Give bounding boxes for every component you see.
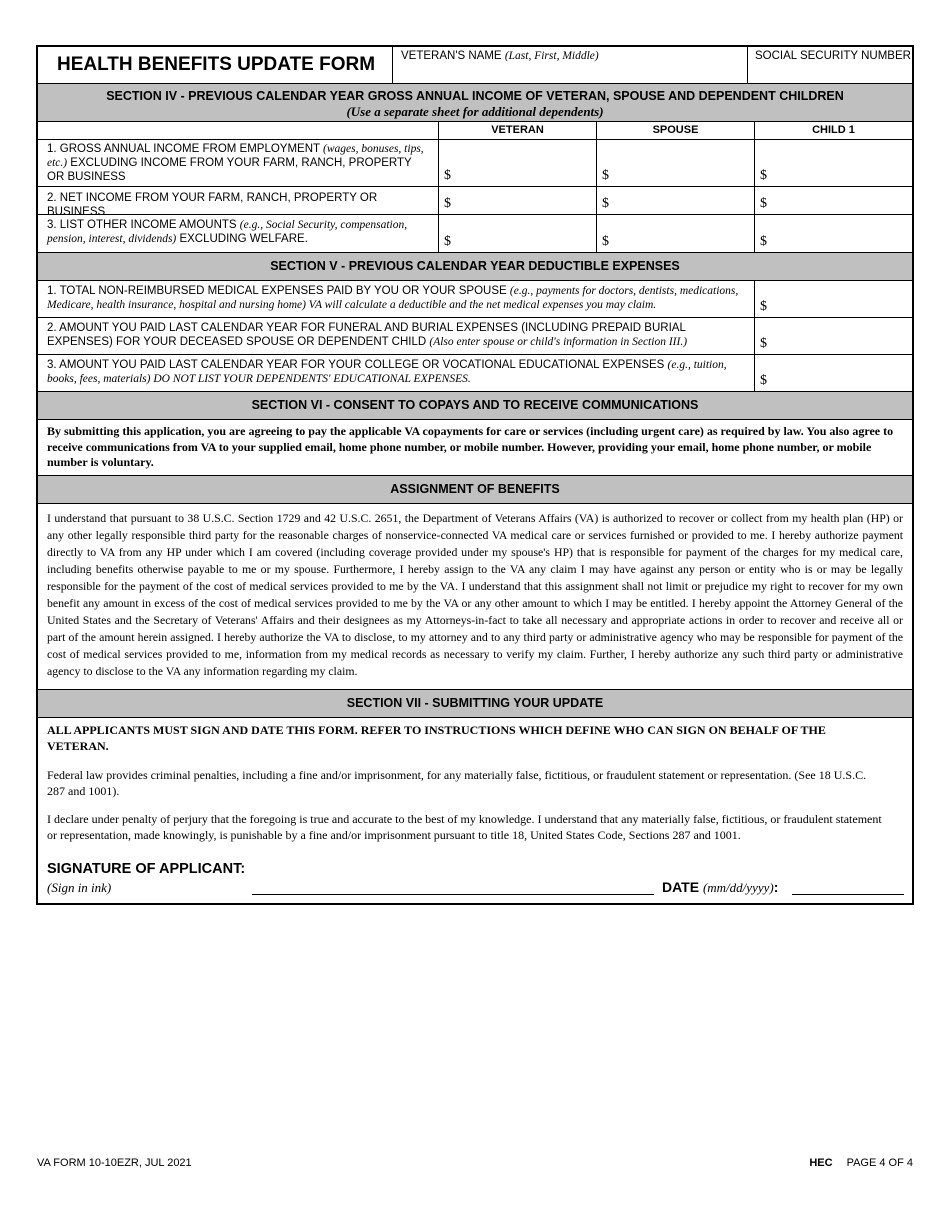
section-iv-column-headers — [38, 122, 912, 140]
footer-org: HEC — [809, 1157, 833, 1169]
veteran-name-label-text: VETERAN'S NAME — [401, 50, 502, 62]
income-row-1-label — [38, 140, 439, 186]
column-header-child-1: CHILD 1 — [812, 124, 855, 136]
footer-form-id: VA FORM 10-10EZR, JUL 2021 — [37, 1157, 192, 1169]
dollar-sign: $ — [444, 234, 451, 249]
penalty-text: Federal law provides criminal penalties, including a fine and/or imprisonment, for any materially false, fictitious, or fraudulent statement or representation. (See 18 U.S.C. 287 and 1001). — [47, 768, 867, 798]
income-row-2-label — [38, 187, 439, 218]
dollar-sign: $ — [602, 168, 609, 183]
dollar-sign: $ — [602, 234, 609, 249]
dollar-sign: $ — [444, 196, 451, 211]
expense-row-1-input[interactable] — [755, 281, 912, 317]
assignment-body — [38, 504, 912, 690]
section-vi-body — [38, 420, 912, 476]
section-vii-title: SECTION VII - SUBMITTING YOUR UPDATE — [346, 696, 604, 710]
date-label-group — [662, 879, 778, 896]
date-line[interactable] — [792, 894, 904, 895]
expense-row-3-label — [38, 355, 755, 391]
veteran-name-hint: (Last, First, Middle) — [504, 50, 599, 62]
expense-row-2-lead: 2. AMOUNT YOU PAID LAST CALENDAR YEAR FOR FUNERAL AND BURIAL EXPENSES (INCLUDING PREPAID BURIAL EXPENSES) FOR YOUR DECEASED SPOUSE OR DEPENDENT CHILD — [47, 322, 686, 348]
dollar-sign: $ — [760, 336, 767, 351]
expense-row-2-input[interactable] — [755, 318, 912, 354]
consent-text: By submitting this application, you are agreeing to pay the applicable VA copayments for care or services (including urgent care) as required by law. You also agree to receive communications from VA to your supplied email, home phone number, or mobile number. However, providing your email, home phone number, or mobile number is voluntary. — [47, 424, 894, 469]
income-row-1-italic: (wages, bonuses, tips, etc.) — [47, 143, 424, 169]
income-row-employment — [38, 140, 912, 187]
column-header-spouse: SPOUSE — [597, 122, 755, 139]
section-iv-title: SECTION IV - PREVIOUS CALENDAR YEAR GROSS ANNUAL INCOME OF VETERAN, SPOUSE AND DEPENDENT CHILDREN — [106, 89, 844, 103]
dollar-sign: $ — [760, 168, 767, 183]
date-hint: (mm/dd/yyyy) — [702, 880, 774, 895]
form-title: HEALTH BENEFITS UPDATE FORM — [57, 54, 376, 75]
signature-hint: (Sign in ink) — [47, 880, 112, 895]
income-row-3-child-input[interactable] — [755, 215, 912, 252]
expense-row-1-lead: 1. TOTAL NON-REIMBURSED MEDICAL EXPENSES PAID BY YOU OR YOUR SPOUSE — [47, 285, 510, 297]
income-row-2-child-input[interactable] — [755, 187, 912, 214]
income-row-farm — [38, 187, 912, 218]
expense-row-2-label — [38, 318, 755, 354]
signature-line[interactable] — [252, 894, 654, 895]
section-v-header — [38, 253, 912, 281]
expense-row-medical — [38, 281, 912, 318]
date-label: DATE — [662, 879, 700, 895]
section-iv-header — [38, 84, 912, 122]
form-title-cell — [38, 47, 393, 83]
veteran-name-label — [401, 50, 599, 62]
column-header-blank — [38, 122, 439, 139]
column-header-veteran: VETERAN — [439, 122, 597, 139]
income-row-3-spouse-input[interactable] — [597, 215, 755, 252]
dollar-sign: $ — [760, 234, 767, 249]
ssn-field[interactable] — [748, 47, 912, 83]
signature-label: SIGNATURE OF APPLICANT: — [47, 861, 246, 877]
income-row-other — [38, 215, 912, 253]
assignment-title: ASSIGNMENT OF BENEFITS — [390, 482, 560, 496]
income-row-2-lead: 2. NET INCOME FROM YOUR FARM, RANCH, PROPERTY OR BUSINESS — [47, 192, 378, 218]
income-row-3-veteran-input[interactable] — [439, 215, 597, 252]
income-row-3-label — [38, 215, 439, 252]
section-iv-subtitle: (Use a separate sheet for additional dependents) — [346, 104, 604, 119]
income-row-1-veteran-input[interactable] — [439, 140, 597, 186]
income-row-3-tail: EXCLUDING WELFARE. — [176, 233, 308, 245]
income-row-2-spouse-input[interactable] — [597, 187, 755, 214]
section-vii-header — [38, 690, 912, 718]
declaration-text: I declare under penalty of perjury that the foregoing is true and accurate to the best of my knowledge. I understand that any materially false, fictitious, or fraudulent statement or representation, made knowingly, is punishable by a fine and/or imprisonment pursuant to title 18, United States Code, Sections 287 and 1001. — [47, 812, 882, 842]
expense-row-education — [38, 355, 912, 392]
income-row-2-veteran-input[interactable] — [439, 187, 597, 214]
dollar-sign: $ — [444, 168, 451, 183]
assignment-header — [38, 476, 912, 504]
expense-row-3-input[interactable] — [755, 355, 912, 391]
expense-row-3-lead: 3. AMOUNT YOU PAID LAST CALENDAR YEAR FOR YOUR COLLEGE OR VOCATIONAL EDUCATIONAL EXPENSES — [47, 359, 668, 371]
section-vii-body — [38, 718, 912, 903]
form-header — [38, 47, 912, 84]
income-row-1-spouse-input[interactable] — [597, 140, 755, 186]
expense-row-3-italic: (e.g., tuition, books, fees, materials) DO NOT LIST YOUR DEPENDENTS' EDUCATIONAL EXPENSES. — [47, 359, 727, 385]
footer-right — [809, 1157, 913, 1169]
dollar-sign: $ — [760, 373, 767, 388]
income-row-1-lead: 1. GROSS ANNUAL INCOME FROM EMPLOYMENT — [47, 143, 324, 155]
dollar-sign: $ — [760, 299, 767, 314]
section-vi-header — [38, 392, 912, 420]
expense-row-funeral — [38, 318, 912, 355]
income-row-1-child-input[interactable] — [755, 140, 912, 186]
must-sign-text: ALL APPLICANTS MUST SIGN AND DATE THIS FORM. REFER TO INSTRUCTIONS WHICH DEFINE WHO CAN SIGN ON BEHALF OF THE VETERAN. — [47, 723, 826, 753]
income-row-3-italic: (e.g., Social Security, compensation, pension, interest, dividends) — [47, 219, 408, 245]
section-vi-title: SECTION VI - CONSENT TO COPAYS AND TO RECEIVE COMMUNICATIONS — [251, 398, 699, 412]
health-benefits-form — [36, 45, 914, 905]
section-v-title: SECTION V - PREVIOUS CALENDAR YEAR DEDUCTIBLE EXPENSES — [270, 259, 680, 273]
dollar-sign: $ — [760, 196, 767, 211]
veteran-name-field[interactable] — [393, 47, 748, 83]
date-colon: : — [773, 879, 779, 895]
ssn-label: SOCIAL SECURITY NUMBER — [755, 50, 911, 62]
income-row-1-tail: EXCLUDING INCOME FROM YOUR FARM, RANCH, PROPERTY OR BUSINESS — [47, 157, 412, 183]
assignment-text: I understand that pursuant to 38 U.S.C. Section 1729 and 42 U.S.C. 2651, the Department of Veterans Affairs (VA) is authorized to recover or collect from my health plan (HP) or any other legally responsible third party for the reasonable charges of nonservice-connected VA medical care or services furnished or provided to me. I hereby authorize payment directly to VA from any HP under which I am covered (including coverage provided under my spouse's HP) that is responsible for payment of the charges for my medical care, including benefits otherwise payable to me or my spouse. Furthermore, I hereby assign to the VA any claim I may have against any person or entity who is or may be legally responsible for the payment of the cost of medical services provided to me by the VA. I understand that this assignment shall not limit or prejudice my right to recover for my own benefit any amount in excess of the cost of medical services provided to me by the VA or any other amount to which I may be entitled. I hereby appoint the Attorney General of the United States and the Secretary of Veterans' Affairs and their designees as my Attorneys-in-fact to take all necessary and appropriate actions in order to recover and receive all or part of the amount herein assigned. I hereby authorize the VA to disclose, to my attorney and to any third party or administrative agency who may be responsible for payment of the cost of medical services provided to me, information from my medical records as necessary to verify my claim. Further, I hereby authorize any such third party or administrative agency to disclose to the VA any information regarding my claim. — [47, 511, 903, 678]
dollar-sign: $ — [602, 196, 609, 211]
footer-page: PAGE 4 OF 4 — [846, 1157, 913, 1169]
expense-row-1-italic: (e.g., payments for doctors, dentists, medications, Medicare, health insurance, hospital and nursing home) VA will calculate a deductible and the net medical expenses you may claim. — [47, 285, 739, 311]
income-row-3-lead: 3. LIST OTHER INCOME AMOUNTS — [47, 219, 240, 231]
expense-row-2-italic: (Also enter spouse or child's information in Section III.) — [429, 336, 688, 348]
expense-row-1-label — [38, 281, 755, 317]
